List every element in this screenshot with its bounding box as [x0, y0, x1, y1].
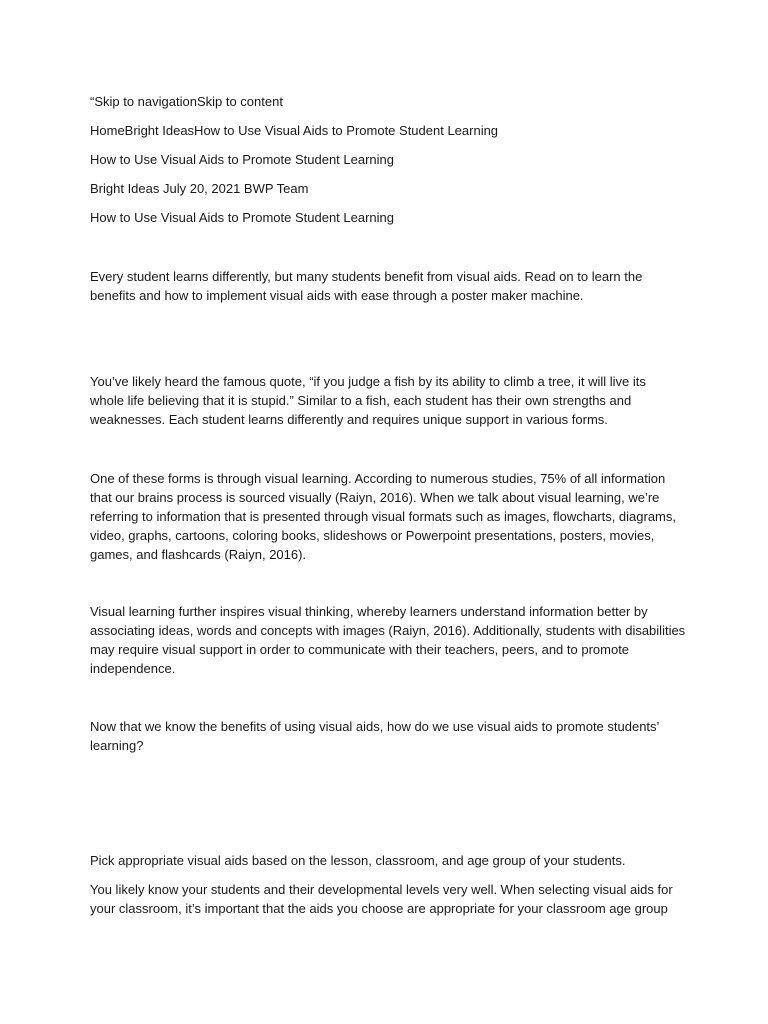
- intro-line-1: Every student learns differently, but many students benefit from visual aids. Read on to learn the: [90, 269, 643, 284]
- paragraph-2-line-1: One of these forms is through visual learning. According to numerous studies, 75% of all information: [90, 471, 666, 486]
- paragraph-1-line-1: You’ve likely heard the famous quote, “if you judge a fish by its ability to climb a tree, it will live its: [90, 374, 646, 389]
- paragraph-5-line-1: Pick appropriate visual aids based on the lesson, classroom, and age group of your students.: [90, 853, 626, 868]
- paragraph-1-line-3: weaknesses. Each student learns differently and requires unique support in various forms.: [90, 412, 608, 427]
- paragraph-6-line-2: your classroom, it’s important that the aids you choose are appropriate for your classroom age group: [90, 901, 668, 916]
- page-title: How to Use Visual Aids to Promote Student Learning: [90, 152, 394, 167]
- paragraph-2-line-3: referring to information that is presented through visual formats such as images, flowcharts, diagrams,: [90, 509, 676, 524]
- paragraph-3-line-3: may require visual support in order to communicate with their teachers, peers, and to promote: [90, 642, 630, 657]
- paragraph-6-line-1: You likely know your students and their developmental levels very well. When selecting visual aids for: [90, 882, 673, 897]
- paragraph-2-line-5: games, and flashcards (Raiyn, 2016).: [90, 547, 307, 562]
- paragraph-1-line-2: whole life believing that it is stupid.” Similar to a fish, each student has their own strengths and: [90, 393, 632, 408]
- paragraph-2-line-4: video, graphs, cartoons, coloring books, slideshows or Powerpoint presentations, posters, movies,: [90, 528, 655, 543]
- skip-links: “Skip to navigationSkip to content: [90, 94, 283, 109]
- breadcrumb: HomeBright IdeasHow to Use Visual Aids to Promote Student Learning: [90, 123, 499, 138]
- paragraph-4-line-1: Now that we know the benefits of using visual aids, how do we use visual aids to promote students’: [90, 719, 660, 734]
- paragraph-3-line-4: independence.: [90, 661, 176, 676]
- intro-line-2: benefits and how to implement visual aids with ease through a poster maker machine.: [90, 288, 584, 303]
- paragraph-2-line-2: that our brains process is sourced visually (Raiyn, 2016). When we talk about visual learning, we’re: [90, 490, 660, 505]
- paragraph-3-line-1: Visual learning further inspires visual thinking, whereby learners understand information better by: [90, 604, 648, 619]
- paragraph-3-line-2: associating ideas, words and concepts with images (Raiyn, 2016). Additionally, students with disabilities: [90, 623, 686, 638]
- paragraph-4-line-2: learning?: [90, 738, 144, 753]
- article-subtitle: How to Use Visual Aids to Promote Student Learning: [90, 210, 394, 225]
- post-meta: Bright Ideas July 20, 2021 BWP Team: [90, 181, 309, 196]
